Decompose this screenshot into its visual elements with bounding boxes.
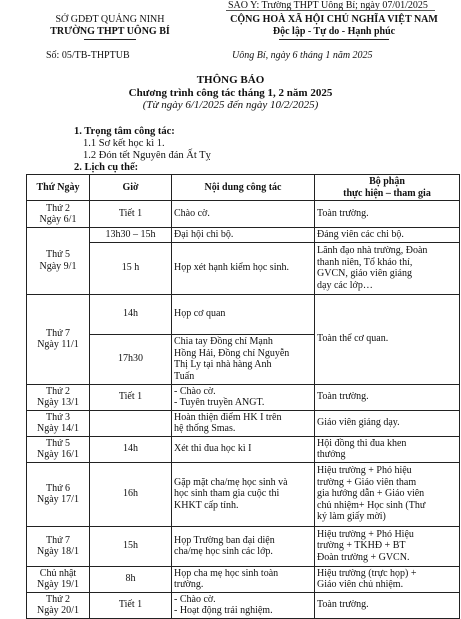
outline-item-schedule: 2. Lịch cụ thể: — [74, 162, 139, 173]
dept-line: Lãnh đạo nhà trường, Đoàn — [317, 245, 428, 256]
cell-time: 13h30 – 15h — [90, 228, 172, 243]
content-line: Xét thi đua học kì I — [174, 443, 252, 455]
header-content: Nội dung công tác — [172, 175, 315, 201]
day-weekday: Thứ 7 — [45, 327, 71, 339]
cell-time: Tiết 1 — [90, 384, 172, 410]
cell-content — [172, 592, 315, 618]
document-title: THÔNG BÁO — [196, 74, 265, 86]
dept-line: gia hướng dẫn + Giáo viên — [317, 488, 425, 500]
day-weekday: Thứ 3 — [45, 411, 71, 423]
table-row — [27, 566, 460, 592]
cell-dept — [315, 436, 460, 462]
cell-dept — [315, 410, 460, 436]
content-line: Đại hội chi bộ. — [174, 229, 234, 240]
dept-line: Toàn trường. — [317, 208, 369, 220]
dept-line: Đoàn trường + GVCN. — [317, 551, 410, 563]
outline-item-1-1: 1.1 Sơ kết học kì 1. — [83, 138, 165, 149]
cell-day — [27, 228, 90, 295]
table-header-row — [27, 175, 460, 201]
cell-time — [90, 410, 172, 436]
day-date: Ngày 17/1 — [37, 494, 79, 505]
dept-line: Hiệu trường (trực họp) + — [317, 567, 417, 579]
dept-line: GVCN, giáo viên giảng — [317, 268, 412, 279]
table-row — [27, 410, 460, 436]
cell-dept — [315, 592, 460, 618]
cell-dept — [315, 566, 460, 592]
dept-line: trường + Giáo viên tham — [317, 476, 417, 488]
cell-time: 14h — [90, 436, 172, 462]
day-weekday: Thứ 2 — [45, 385, 71, 397]
copy-note-underline — [226, 10, 435, 11]
content-line: KHKT cấp tỉnh. — [174, 499, 239, 511]
place-date: Uông Bí, ngày 6 tháng 1 năm 2025 — [232, 50, 373, 61]
cell-dept — [315, 294, 460, 384]
content-line: Hoàn thiện điểm HK I trên — [174, 411, 282, 423]
content-line: Gặp mặt cha/mẹ học sinh và — [174, 476, 288, 488]
cell-dept — [315, 384, 460, 410]
cell-day — [27, 592, 90, 618]
dept-line: thưởng — [317, 449, 346, 460]
document-subtitle: Chương trình công tác tháng 1, 2 năm 2025 — [128, 87, 333, 99]
cell-dept — [315, 228, 460, 243]
cell-day — [27, 436, 90, 462]
cell-time: 17h30 — [90, 334, 172, 384]
day-date: Ngày 19/1 — [37, 579, 79, 590]
outline-item-focus: 1. Trọng tâm công tác: — [74, 126, 175, 137]
content-line: Họp xét hạnh kiểm học sinh. — [174, 262, 289, 274]
cell-dept — [315, 201, 460, 228]
cell-time: 15 h — [90, 242, 172, 294]
national-header — [214, 14, 454, 40]
cell-day — [27, 294, 90, 384]
content-line: Thị Ly tại nhà hàng Anh — [174, 359, 272, 370]
dept-line: Đảng viên các chi bộ. — [317, 229, 404, 240]
document-number: Số: 05/TB-THPTUB — [46, 50, 130, 61]
nation-name: CỘNG HOÀ XÃ HỘI CHỦ NGHĨA VIỆT NAM — [230, 14, 438, 25]
day-date: Ngày 14/1 — [37, 423, 79, 434]
department-name: SỞ GDĐT QUẢNG NINH — [55, 14, 165, 25]
dept-line: thanh niên, Tổ khảo thí, — [317, 256, 413, 268]
table-row — [27, 592, 460, 618]
header-dept-line-1: Bộ phận — [369, 176, 405, 187]
table-row — [27, 436, 460, 462]
content-line: Hồng Hải, Đồng chí Nguyễn — [174, 347, 290, 359]
cell-day — [27, 462, 90, 526]
header-time: Giờ — [90, 175, 172, 201]
cell-content — [172, 294, 315, 334]
content-line: - Chào cờ. — [174, 385, 216, 397]
day-date: Ngày 20/1 — [37, 605, 79, 616]
header-day: Thứ Ngày — [27, 175, 90, 201]
cell-time: 16h — [90, 462, 172, 526]
cell-content — [172, 410, 315, 436]
content-line: Chia tay Đồng chí Mạnh — [174, 336, 273, 347]
content-line: Tuấn — [174, 370, 195, 382]
issuer-header — [30, 14, 190, 40]
day-date: Ngày 18/1 — [37, 546, 79, 557]
day-date: Ngày 6/1 — [39, 214, 77, 225]
cell-day — [27, 566, 90, 592]
table-row — [27, 384, 460, 410]
table-row — [27, 242, 460, 294]
cell-time: Tiết 1 — [90, 201, 172, 228]
content-line: hệ thống Smas. — [174, 423, 236, 434]
cell-content — [172, 526, 315, 566]
header-dept-line-2: thực hiện – tham gia — [343, 187, 431, 199]
cell-content — [172, 242, 315, 294]
content-line: Họp cơ quan — [174, 308, 226, 320]
schedule-table — [26, 174, 460, 619]
dept-line: Giáo viên giảng dạy. — [317, 417, 400, 429]
cell-day — [27, 201, 90, 228]
content-line: Chào cờ. — [174, 208, 210, 220]
content-line: học sinh tham gia cuộc thi — [174, 488, 280, 500]
national-motto: Độc lập - Tự do - Hạnh phúc — [272, 26, 396, 37]
outline-item-1-2: 1.2 Đón tết Nguyên đán Ất Tỵ — [83, 150, 211, 161]
cell-dept — [315, 462, 460, 526]
day-weekday: Thứ 7 — [45, 534, 71, 546]
school-name: TRƯỜNG THPT UÔNG BÍ — [50, 26, 170, 37]
day-weekday: Thứ 5 — [45, 437, 71, 449]
cell-time: 8h — [90, 566, 172, 592]
day-date: Ngày 16/1 — [37, 449, 79, 460]
cell-content — [172, 436, 315, 462]
content-line: trường. — [174, 579, 204, 590]
dept-line: Toàn trường. — [317, 599, 369, 611]
cell-time: Tiết 1 — [90, 592, 172, 618]
table-row — [27, 462, 460, 526]
day-date: Ngày 9/1 — [39, 260, 77, 272]
dept-line: Hội đồng thi đua khen — [317, 437, 407, 449]
content-line: Họp Trường ban đại diện — [174, 534, 275, 546]
table-row — [27, 228, 460, 243]
content-line: - Chào cờ. — [174, 593, 216, 605]
cell-day — [27, 384, 90, 410]
dept-line: ký làm giấy mời) — [317, 511, 386, 523]
motto-underline — [279, 39, 389, 40]
dept-line: trường + TKHĐ + BT — [317, 540, 406, 552]
cell-dept — [315, 242, 460, 294]
table-row — [27, 294, 460, 334]
date-range: (Từ ngày 6/1/2025 đến ngày 10/2/2025) — [142, 99, 319, 111]
dept-line: Hiệu trường + Phó Hiệu — [317, 528, 414, 540]
dept-line: Toàn trường. — [317, 391, 369, 403]
cell-day — [27, 410, 90, 436]
day-date: Ngày 13/1 — [37, 397, 79, 408]
cell-dept — [315, 526, 460, 566]
content-line: cha/mẹ học sinh các lớp. — [174, 546, 273, 557]
cell-content — [172, 334, 315, 384]
cell-time: 15h — [90, 526, 172, 566]
table-row — [27, 201, 460, 228]
day-weekday: Chủ nhật — [39, 567, 77, 579]
day-weekday: Thứ 5 — [45, 249, 71, 261]
cell-time: 14h — [90, 294, 172, 334]
cell-content — [172, 201, 315, 228]
cell-day — [27, 526, 90, 566]
cell-content — [172, 384, 315, 410]
header-dept — [315, 175, 460, 201]
content-line: Họp cha mẹ học sinh toàn — [174, 567, 279, 579]
cell-content — [172, 228, 315, 243]
day-date: Ngày 11/1 — [37, 339, 79, 350]
day-weekday: Thứ 2 — [45, 593, 71, 605]
dept-line: dạy các lớp… — [317, 279, 373, 291]
dept-line: Toàn thể cơ quan. — [317, 333, 389, 345]
content-line: - Hoạt động trải nghiệm. — [174, 605, 273, 616]
day-weekday: Thứ 6 — [45, 482, 71, 494]
school-underline — [84, 39, 136, 40]
dept-line: Hiệu trường + Phó hiệu — [317, 465, 412, 477]
cell-content — [172, 566, 315, 592]
copy-certification-note: SAO Y: Trường THPT Uông Bí; ngày 07/01/2025 — [228, 1, 428, 11]
table-row — [27, 526, 460, 566]
day-weekday: Thứ 2 — [45, 202, 71, 214]
dept-line: chủ nhiệm+ Học sinh (Thư — [317, 499, 426, 511]
content-line: - Tuyên truyền ANGT. — [174, 397, 265, 408]
dept-line: Giáo viên chủ nhiệm. — [317, 579, 404, 590]
cell-content — [172, 462, 315, 526]
